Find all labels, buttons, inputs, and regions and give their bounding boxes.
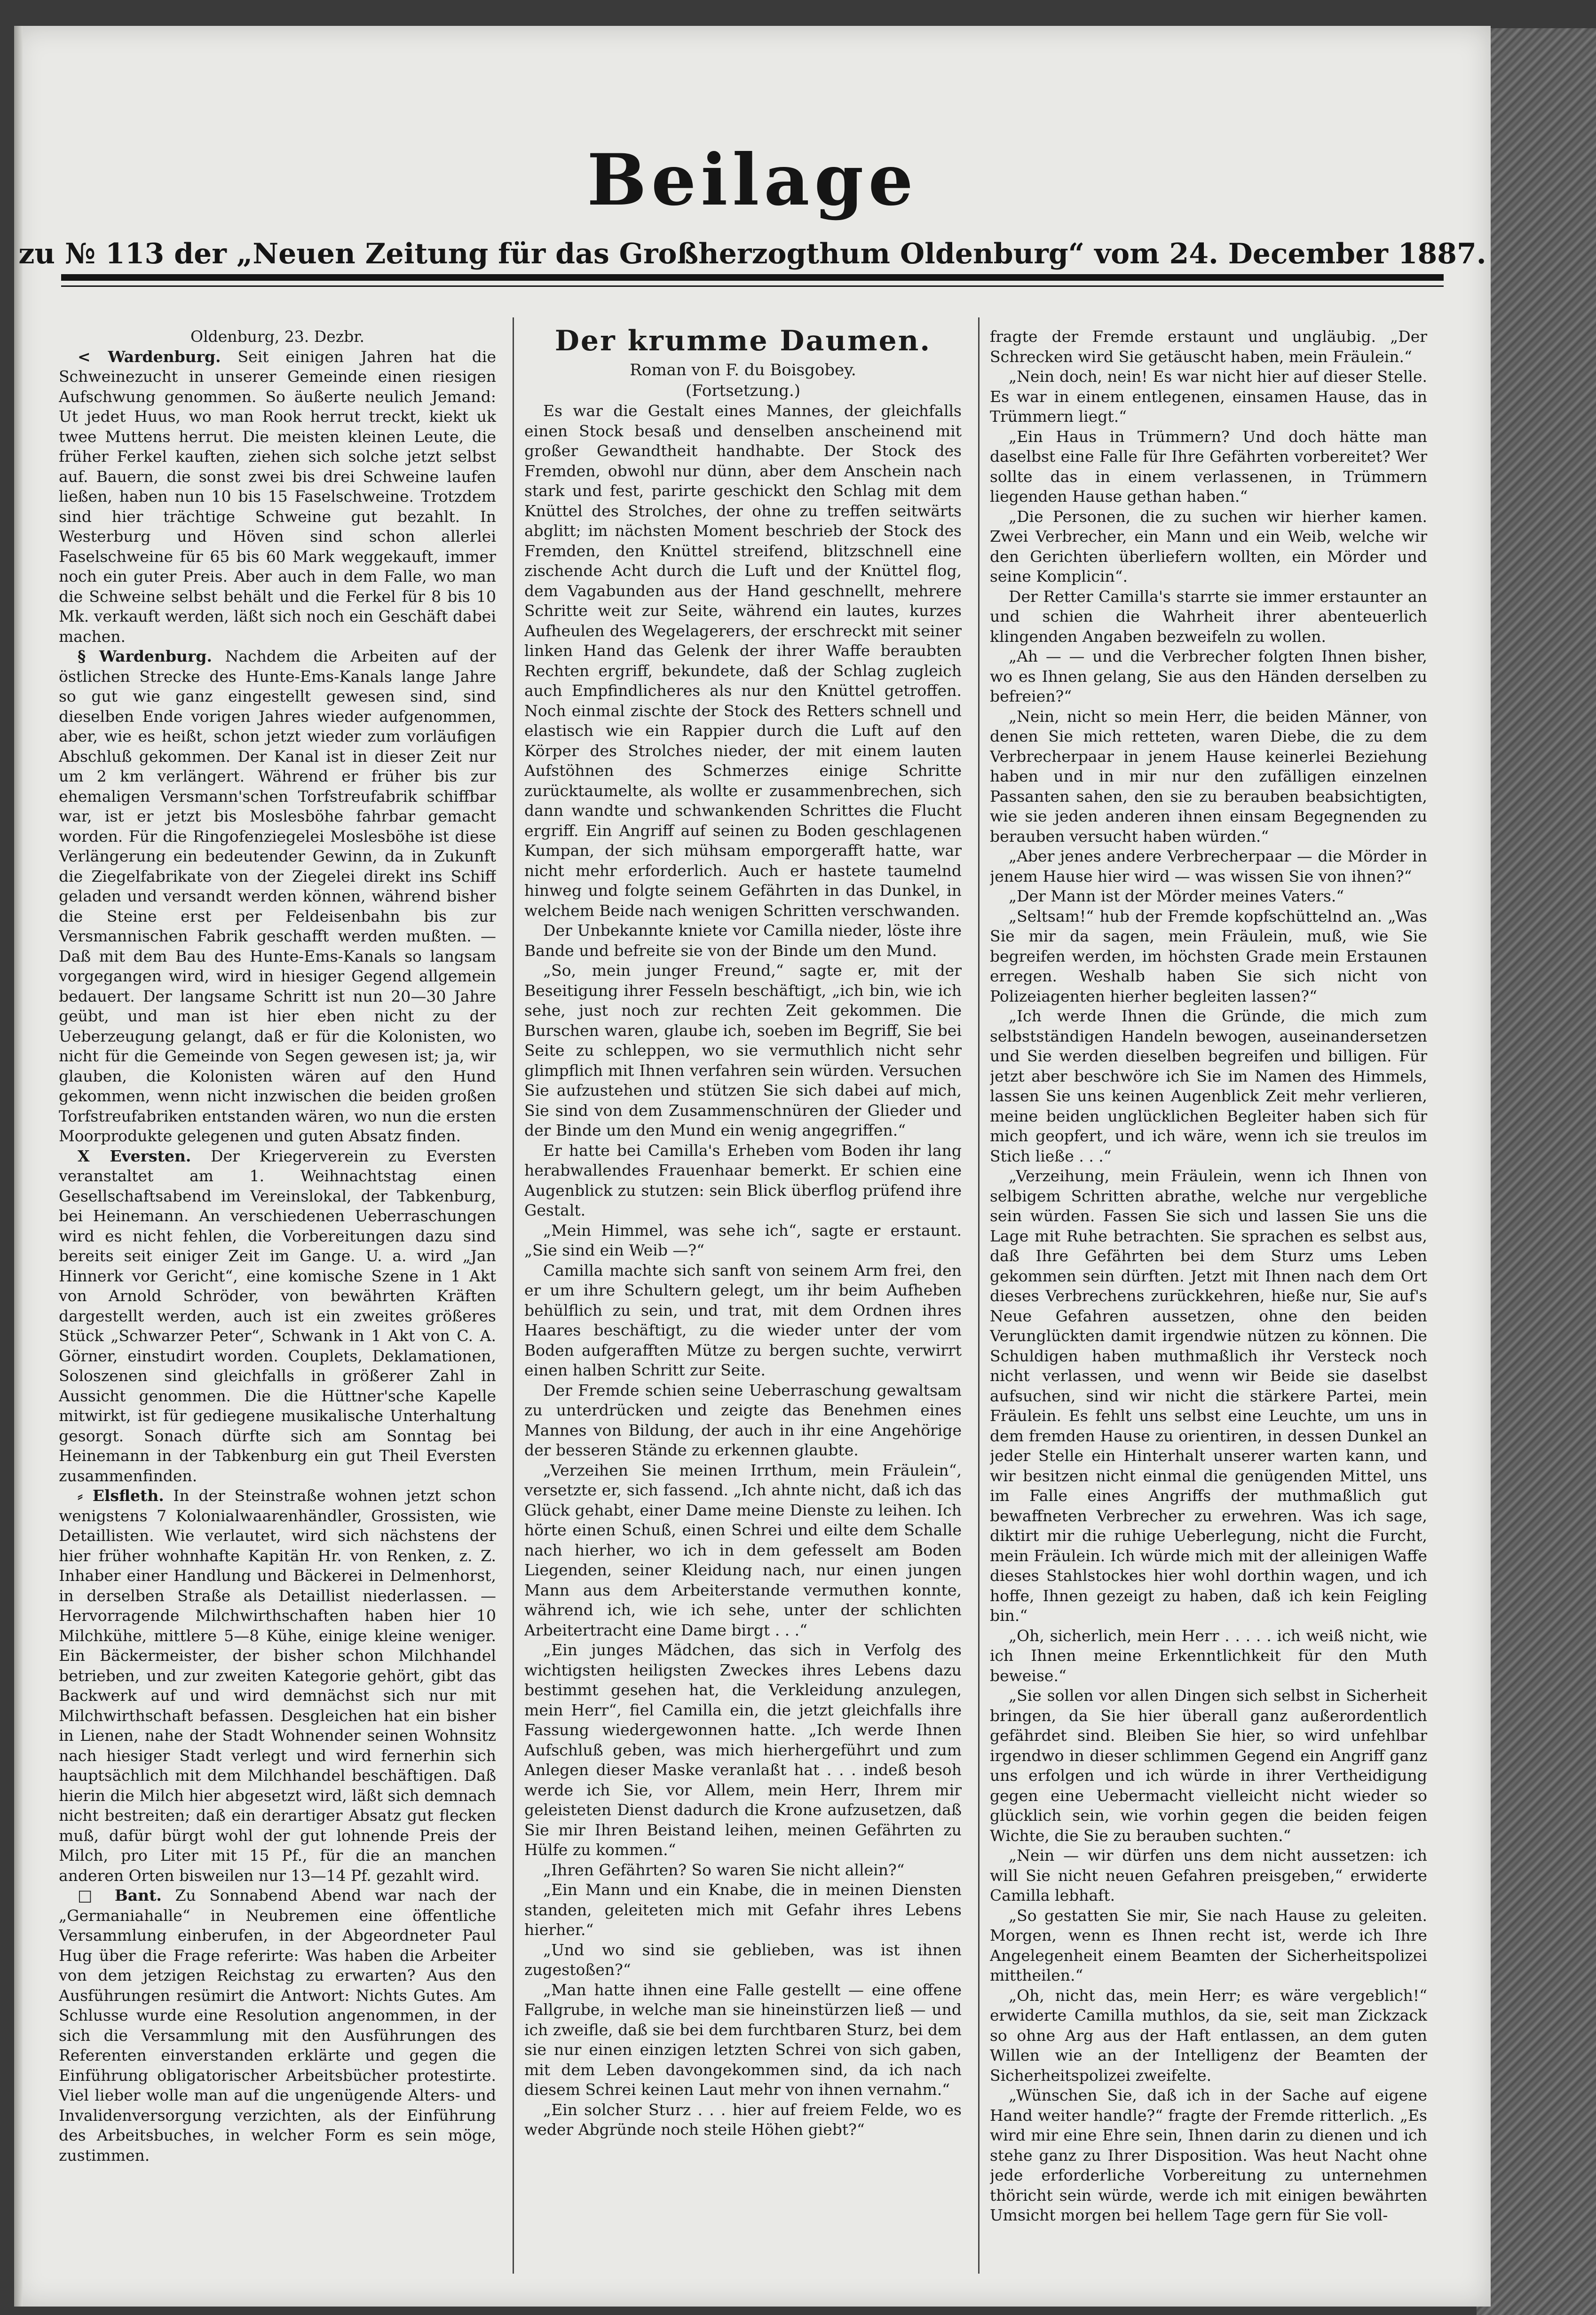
novel-paragraph: fragte der Fremde erstaunt und ungläubig. „Der Schrecken wird Sie getäuscht haben, mein Fräulein.“	[990, 327, 1427, 366]
masthead-rule-thin	[61, 285, 1444, 287]
news-item-text: In der Steinstraße wohnen jetzt schon wenigstens 7 Kolonialwaarenhändler, Grossisten, wie Detaillisten. Wie verlautet, wird sich nächstens der hier früher wohnhafte Kapitän Hr. von Renken, z. Z. Inhaber einer Handlung und Bäckerei in Delmenhorst, in derselben Straße als Detaillist niederlassen. — Hervorragende Milchwirthschaften haben hier 10 Milchkühe, mittlere 5—8 Kühe, einige kleine weniger. Ein Bäckermeister, der bisher schon Milchhandel betrieben, und zur zweiten Kategorie gehört, gibt das Backwerk auf und wird demnächst sich nur mit Milchwirthschaft befassen. Desgleichen hat ein bisher in Lienen, nahe der Stadt Wohnender seinen Wohnsitz nach hiesiger Stadt verlegt und wird fernerhin sich hauptsächlich mit dem Milchhandel beschäftigen. Daß hierin die Milch hier abgesetzt wird, läßt sich demnach nicht bestreiten; daß ein derartiger Absatz gut flecken muß, dafür bürgt wohl der gut lohnende Preis der Milch, pro Liter mit 15 Pf., für die an manchen anderen Orten bisweilen nur 13—14 Pf. gezahlt wird.	[59, 1486, 496, 1885]
novel-paragraph: „Man hatte ihnen eine Falle gestellt — eine offene Fallgrube, in welche man sie hineinstürzen ließ — und ich zweifle, daß sie bei dem furchtbaren Sturz, bei dem sie nur einen einzigen letzten Schrei von sich gaben, mit dem Leben davongekommen sind, da ich nach diesem Schrei keinen Laut mehr von ihnen vernahm.“	[524, 1980, 962, 2099]
novel-paragraph: Camilla machte sich sanft von seinem Arm frei, den er um ihre Schultern gelegt, um ihr beim Aufheben behülflich zu sein, und trat, mit dem Ordnen ihres Haares beschäftigt, zu die wieder unter der vom Boden aufgerafften Mütze zu bergen suchte, verwirrt einen halben Schritt zur Seite.	[524, 1261, 962, 1379]
novel-paragraph: Der Unbekannte kniete vor Camilla nieder, löste ihre Bande und befreite sie von der Binde um den Mund.	[524, 921, 962, 960]
column-divider-1	[513, 317, 514, 2274]
news-item-heading: ⸗ Elsfleth.	[78, 1486, 164, 1505]
novel-paragraph: „Wünschen Sie, daß ich in der Sache auf eigene Hand weiter handle?“ fragte der Fremde ritterlich. „Es wird mir eine Ehre sein, Ihnen darin zu dienen und ich stehe ganz zu Ihrer Disposition. Was heut Nacht ohne jede erforderliche Vorbereitung zu unternehmen thöricht sein würde, werde ich mit einigen bewährten Umsicht morgen bei hellem Tage gern für Sie voll-	[990, 2086, 1427, 2224]
novel-paragraph: „Nein doch, nein! Es war nicht hier auf dieser Stelle. Es war in einem entlegenen, einsamen Hause, das in Trümmern liegt.“	[990, 367, 1427, 426]
novel-paragraph: Der Fremde schien seine Ueberraschung gewaltsam zu unterdrücken und zeigte das Benehmen eines Mannes von Bildung, der auch in ihr eine Angehörige der besseren Stände zu erkennen glaubte.	[524, 1381, 962, 1459]
news-item-heading: □ Bant.	[78, 1886, 162, 1904]
novel-paragraph: „Ein Haus in Trümmern? Und doch hätte man daselbst eine Falle für Ihre Gefährten vorbereitet? Wer sollte das in einem verlassenen, in Trümmern liegenden Hause gethan haben.“	[990, 427, 1427, 506]
news-item-text: Zu Sonnabend Abend war nach der „Germaniahalle“ in Neubremen eine öffentliche Versammlung einberufen, in der Abgeordneter Paul Hug über die Frage referirte: Was haben die Arbeiter von dem jetzigen Reichstag zu erwarten? Aus den Ausführungen resümirt die Antwort: Nichts Gutes. Am Schlusse wurde eine Resolution angenommen, in der sich die Versammlung mit den Ausführungen des Referenten einverstanden erklärte und gegen die Einführung obligatorischer Arbeitsbücher protestirte. Viel lieber wolle man auf die ungenügende Alters- und Invalidenversorgung verzichten, als der Einführung des Arbeitsbuches, in welcher Form es sein möge, zustimmen.	[59, 1886, 496, 2165]
novel-paragraph: „Ah — — und die Verbrecher folgten Ihnen bisher, wo es Ihnen gelang, Sie aus den Händen derselben zu befreien?“	[990, 647, 1427, 705]
news-item-text: Nachdem die Arbeiten auf der östlichen Strecke des Hunte-Ems-Kanals lange Jahre so gut wie ganz eingestellt gewesen sind, sind dieselben Ende vorigen Jahres wieder aufgenommen, aber, wie es heißt, schon jetzt wieder zum vorläufigen Abschluß gekommen. Der Kanal ist in dieser Zeit nur um 2 km verlängert. Während er früher bis zur ehemaligen Versmann'schen Torfstreufabrik schiffbar war, ist er jetzt bis Moslesböhe fahrbar gemacht worden. Für die Ringofenziegelei Moslesböhe ist diese Verlängerung ein bedeutender Gewinn, da in Zukunft die Ziegelfabrikate von der Ziegelei direkt ins Schiff geladen und versandt werden können, während bisher die Steine erst per Feldeisenbahn bis zur Versmannischen Fabrik geschafft werden mußten. — Daß mit dem Bau des Hunte-Ems-Kanals so langsam vorgegangen wird, wird in hiesiger Gegend allgemein bedauert. Der langsame Schritt ist nun 20—30 Jahre geübt, und man ist hier eben nicht zu der Ueberzeugung gelangt, daß er für die Kolonisten, wo nicht für die Gemeinde von Segen gewesen ist; ja, wir glauben, die Kolonisten wären auf den Hund gekommen, wenn nicht inzwischen die beiden großen Torfstreufabriken entstanden wären, wo nun die ersten Moorprodukte gelegenen und guten Absatz finden.	[59, 647, 496, 1145]
novel-paragraph: Es war die Gestalt eines Mannes, der gleichfalls einen Stock besaß und denselben anscheinend mit großer Gewandtheit handhabte. Der Stock des Fremden, obwohl nur dünn, aber dem Anschein nach stark und fest, parirte geschickt den Schlag mit dem Knüttel des Strolches, der ohne zu treffen seitwärts abglitt; im nächsten Moment beschrieb der Stock des Fremden, den Knüttel streifend, blitzschnell eine zischende Acht durch die Luft und der Knüttel flog, dem Vagabunden aus der Hand geschnellt, mehrere Schritte weit zur Seite, während ein lautes, kurzes Aufheulen des Wegelagerers, der erschreckt mit seiner linken Hand das Gelenk der ihrer Waffe beraubten Rechten ergriff, bekundete, daß der Schlag zugleich auch Empfindlicheres als nur den Knüttel getroffen. Noch einmal zischte der Stock des Retters schnell und elastisch wie ein Rappier durch die Luft auf den Körper des Strolches nieder, der mit einem lauten Aufstöhnen des Schmerzes einige Schritte zurücktaumelte, als wollte er zusammenbrechen, sich dann wandte und schwankenden Schrittes die Flucht ergriff. Ein Angriff auf seinen zu Boden geschlagenen Kumpan, der sich mühsam emporgerafft hatte, war nicht mehr erforderlich. Auch er hastete taumelnd hinweg und folgte seinem Gefährten in das Dunkel, in welchem Beide nach wenigen Schritten verschwanden.	[524, 402, 962, 920]
news-item-heading: X Eversten.	[78, 1146, 191, 1165]
novel-paragraph: „Ihren Gefährten? So waren Sie nicht allein?“	[543, 1860, 905, 1879]
novel-paragraph: „Sie sollen vor allen Dingen sich selbst in Sicherheit bringen, da Sie hier überall ganz außerordentlich gefährdet sind. Bleiben Sie hier, so wird unfehlbar irgendwo in dieser schlimmen Gegend ein Angriff ganz uns erfolgen und ich würde in ihrer Vertheidigung gegen eine Uebermacht vielleicht nicht wieder so glücklich sein, wie vorhin gegen die beiden feigen Wichte, die Sie zu berauben suchten.“	[990, 1686, 1427, 1845]
dateline: Oldenburg, 23. Dezbr.	[190, 327, 364, 346]
novel-paragraph: „So gestatten Sie mir, Sie nach Hause zu geleiten. Morgen, wenn es Ihnen recht ist, werde ich Ihre Angelegenheit einem Beamten der Sicherheitspolizei mittheilen.“	[990, 1906, 1427, 1984]
novel-paragraph: Er hatte bei Camilla's Erheben vom Boden ihr lang herabwallendes Frauenhaar bemerkt. Er schien eine Augenblick zu stutzen: sein Blick überflog prüfend ihre Gestalt.	[524, 1141, 962, 1219]
news-item	[59, 347, 496, 647]
column-divider-2	[978, 317, 980, 2274]
novel-paragraph: „Ein junges Mädchen, das sich in Verfolg des wichtigsten heiligsten Zweckes ihres Lebens dazu bestimmt gesehen hat, die Verkleidung anzulegen, mein Herr“, fiel Camilla ein, die jetzt gleichfalls ihre Fassung wiedergewonnen hatte. „Ich werde Ihnen Aufschluß geben, was mich hierhergeführt und zum Anlegen dieser Maske veranlaßt hat . . . indeß besoh werde ich Sie, vor Allem, mein Herr, Ihrem mir geleisteten Dienst dadurch die Krone aufzusetzen, daß Sie mir Ihren Beistand leihen, meinen Gefährten zu Hülfe zu kommen.“	[524, 1641, 962, 1859]
novel-paragraph: „Verzeihen Sie meinen Irrthum, mein Fräulein“, versetzte er, sich fassend. „Ich ahnte nicht, daß ich das Glück gehabt, einer Dame meine Dienste zu leihen. Ich hörte einen Schuß, einen Schrei und eilte dem Schalle nach hierher, wo ich in dem gefesselt am Boden Liegenden, seiner Kleidung nach, nur einen jungen Mann aus dem Arbeiterstande vermuthen konnte, während ich, wie ich sehe, unter der schlichten Arbeitertracht eine Dame birgt . . .“	[524, 1461, 962, 1639]
news-item-heading: § Wardenburg.	[78, 647, 212, 665]
newspaper-page	[14, 26, 1491, 2307]
novel-continuation: (Fortsetzung.)	[685, 381, 801, 400]
novel-byline: Roman von F. du Boisgobey.	[630, 361, 856, 379]
novel-paragraph: „Oh, sicherlich, mein Herr . . . . . ich weiß nicht, wie ich Ihnen meine Erkenntlichkeit für den Muth beweise.“	[990, 1626, 1427, 1685]
column-local-news	[59, 327, 496, 2278]
masthead-rule-thick	[61, 274, 1444, 281]
news-item	[59, 1886, 496, 2165]
novel-paragraph: „Ein solcher Sturz . . . hier auf freiem Felde, wo es weder Abgründe noch steile Höhen giebt?“	[524, 2100, 962, 2139]
page-left-edge	[14, 26, 23, 2307]
news-item-text: Seit einigen Jahren hat die Schweinezucht in unserer Gemeinde einen riesigen Aufschwung genommen. So äußerte neulich Jemand: Ut jedet Huus, wo man Rook herrut treckt, kiekt uk twee Muttens herrut. Die meisten kleinen Leute, die früher Ferkel kauften, ziehen sich solche jetzt selbst auf. Bauern, die sonst zwei bis drei Schweine laufen ließen, haben nun 10 bis 15 Faselschweine. Trotzdem sind hier trächtige Schweine gut bezahlt. In Westerburg und Höven sind schon allerlei Faselschweine für 65 bis 60 Mark weggekauft, immer noch ein guter Preis. Aber auch in dem Falle, wo man die Schweine selbst behält und die Ferkel für 8 bis 10 Mk. verkauft werden, läßt sich noch ein Geschäft dabei machen.	[59, 347, 496, 646]
novel-paragraph: „Der Mann ist der Mörder meines Vaters.“	[1009, 887, 1344, 905]
novel-paragraph: „Ich werde Ihnen die Gründe, die mich zum selbstständigen Handeln bewogen, auseinandersetzen und Sie werden dieselben begreifen und billigen. Für jetzt aber beschwöre ich Sie im Namen des Himmels, lassen Sie uns keinen Augenblick Zeit mehr verlieren, meine beiden unglücklichen Begleiter haben sich für mich geopfert, und ich wäre, wenn ich sie treulos im Stich ließe . . .“	[990, 1007, 1427, 1165]
novel-paragraph: „Nein — wir dürfen uns dem nicht aussetzen: ich will Sie nicht neuen Gefahren preisgeben,“ erwiderte Camilla lebhaft.	[990, 1846, 1427, 1904]
column-novel	[524, 327, 962, 2278]
binding-edge	[1477, 28, 1596, 2315]
masthead-title: Beilage	[587, 139, 918, 221]
news-item	[59, 1146, 496, 1486]
novel-paragraph: „Seltsam!“ hub der Fremde kopfschüttelnd an. „Was Sie mir da sagen, mein Fräulein, muß, wie Sie begreifen werden, im höchsten Grade mein Erstaunen erregen. Weshalb haben Sie sich nicht von Polizeiagenten hierher begleiten lassen?“	[990, 907, 1427, 1005]
novel-paragraph: Der Retter Camilla's starrte sie immer erstaunter an und schien die Wahrheit ihrer abenteuerlich klingenden Angaben bezweifeln zu wollen.	[990, 587, 1427, 646]
novel-paragraph: „Ein Mann und ein Knabe, die in meinen Diensten standen, geleiteten mich mit Gefahr ihres Lebens hierher.“	[524, 1880, 962, 1939]
novel-paragraph: „So, mein junger Freund,“ sagte er, mit der Beseitigung ihrer Fesseln beschäftigt, „ich bin, wie ich sehe, just noch zur rechten Zeit gekommen. Die Burschen waren, glaube ich, soeben im Begriff, Sie bei Seite zu schleppen, wo sie vermuthlich nicht sehr glimpflich mit Ihnen verfahren sein würden. Versuchen Sie aufzustehen und stützen Sie sich dabei auf mich, Sie sind von dem Zusammenschnüren der Glieder und der Binde um den Mund ein wenig angegriffen.“	[524, 961, 962, 1139]
news-item-heading: < Wardenburg.	[78, 347, 221, 366]
novel-paragraph: „Mein Himmel, was sehe ich“, sagte er erstaunt. „Sie sind ein Weib —?“	[524, 1221, 962, 1259]
masthead-subtitle: zu № 113 der „Neuen Zeitung für das Großherzogthum Oldenburg“ vom 24. December 1887.	[18, 237, 1486, 270]
news-item-text: Der Kriegerverein zu Eversten veranstaltet am 1. Weihnachtstag einen Gesellschaftsabend im Vereinslokal, der Tabkenburg, bei Heinemann. An verschiedenen Ueberraschungen wird es nicht fehlen, die Vorbereitungen dazu sind bereits seit einiger Zeit im Gange. U. a. wird „Jan Hinnerk vor Gericht“, eine komische Szene in 1 Akt von Arnold Schröder, von bewährten Kräften dargestellt werden, auch ist ein zweites größeres Stück „Schwarzer Peter“, Schwank in 1 Akt von C. A. Görner, einstudirt worden. Couplets, Deklamationen, Soloszenen sind gleichfalls in größerer Zahl in Aussicht genommen. Die die Hüttner'sche Kapelle mitwirkt, ist für gediegene musikalische Unterhaltung gesorgt. Sonach dürfte sich am Sonntag bei Heinemann in der Tabkenburg ein gut Theil Eversten zusammenfinden.	[59, 1146, 496, 1485]
news-item	[59, 1486, 496, 1886]
novel-paragraph: „Die Personen, die zu suchen wir hierher kamen. Zwei Verbrecher, ein Mann und ein Weib, welche wir den Gerichten überliefern wollten, ein Mörder und seine Komplicin“.	[990, 507, 1427, 585]
novel-paragraph: „Nein, nicht so mein Herr, die beiden Männer, von denen Sie mich retteten, waren Diebe, die zu dem Verbrecherpaar in jenem Hause keinerlei Beziehung haben und in mir nur den zufälligen einzelnen Passanten sahen, den sie zu berauben beabsichtigten, wie sie jeden anderen ihnen einsam Begegnenden zu berauben versucht haben würden.“	[990, 707, 1427, 845]
novel-paragraph: „Oh, nicht das, mein Herr; es wäre vergeblich!“ erwiderte Camilla muthlos, da sie, seit man Zickzack so ohne Arg aus der Haft entlassen, an dem guten Willen wie an der Intelligenz der Beamten der Sicherheitspolizei zweifelte.	[990, 1986, 1427, 2085]
novel-paragraph: „Und wo sind sie geblieben, was ist ihnen zugestoßen?“	[524, 1940, 962, 1979]
news-item	[59, 647, 496, 1146]
novel-title: Der krumme Daumen.	[554, 327, 932, 357]
masthead	[14, 139, 1491, 221]
novel-paragraph: „Verzeihung, mein Fräulein, wenn ich Ihnen von selbigem Schritten abrathe, welche nur vergebliche sein würden. Fassen Sie sich und lassen Sie uns die Lage mit Ruhe betrachten. Sie sprachen es selbst aus, daß Ihre Gefährten bei dem Sturz ums Leben gekommen sein dürften. Jetzt mit Ihnen nach dem Ort dieses Verbrechens zurückkehren, hieße nur, Sie auf's Neue Gefahren aussetzen, ohne den beiden Verunglückten damit irgendwie nützen zu können. Die Schuldigen haben muthmaßlich ihr Versteck noch nicht verlassen, und wenn wir Beide sie daselbst aufsuchen, sind wir nicht die stärkere Partei, mein Fräulein. Es fehlt uns selbst eine Leuchte, um uns in dem fremden Hause zu orientiren, in dessen Dunkel an jeder Stelle ein Hinterhalt unserer warten kann, und wir besitzen nicht einmal die genügenden Mittel, uns im Falle eines Angriffs der muthmaßlich gut bewaffneten Verbrecher zu erwehren. Was ich sage, diktirt mir die ruhige Ueberlegung, nicht die Furcht, mein Fräulein. Ich würde mich mit der alleinigen Waffe dieses Stahlstockes hier wohl dorthin wagen, und ich hoffe, Ihnen gezeigt zu haben, daß ich kein Feigling bin.“	[990, 1167, 1427, 1625]
column-novel-continued	[990, 327, 1427, 2278]
novel-paragraph: „Aber jenes andere Verbrecherpaar — die Mörder in jenem Hause hier wird — was wissen Sie von ihnen?“	[990, 847, 1427, 885]
